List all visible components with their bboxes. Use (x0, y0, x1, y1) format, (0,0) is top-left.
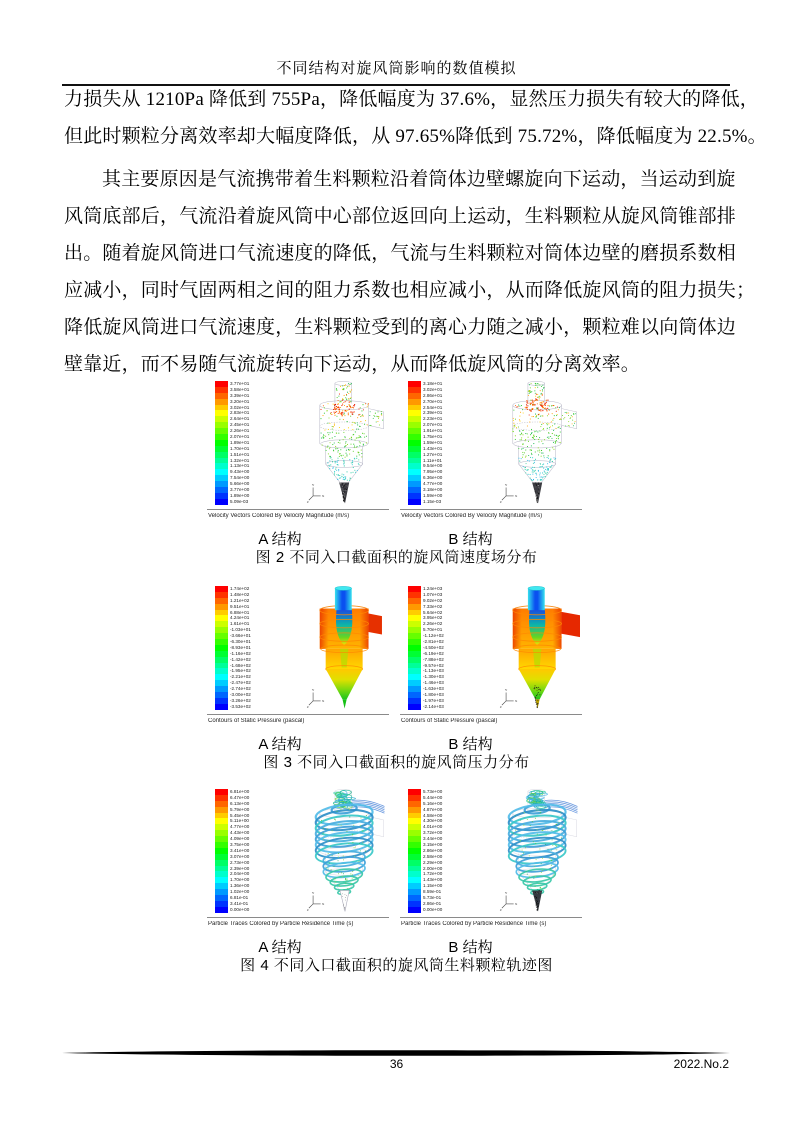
legend-row: 5.11e+00 (215, 818, 249, 824)
svg-text:Z: Z (306, 908, 309, 913)
legend-row: -1.97e+03 (408, 698, 444, 704)
legend-row: 9.54e+00 (408, 463, 442, 469)
legend-row: -1.95e+02 (215, 668, 251, 674)
fluent-caption: Particle Traces Colored by Particle Residence Time (s) (208, 921, 354, 927)
legend-row: 7.54e+00 (215, 475, 249, 481)
figure-4-subfigure-b (398, 786, 584, 934)
legend-row: 1.74e+02 (215, 586, 251, 592)
legend-row: 2.26e+01 (215, 428, 249, 434)
legend-row: 2.00e+00 (408, 866, 442, 872)
legend-row: 1.36e+00 (215, 883, 249, 889)
legend-row: 1.02e+00 (215, 889, 249, 895)
legend-row: -1.30e+03 (408, 674, 444, 680)
legend-row: -1.13e+03 (408, 668, 444, 674)
svg-text:Z: Z (306, 500, 309, 505)
legend-row: 1.70e+01 (215, 446, 249, 452)
figure-3 (0, 583, 793, 779)
paragraph-2 (64, 161, 756, 383)
legend-row: 0.00e+00 (215, 907, 249, 913)
legend-row: 1.70e+00 (215, 877, 249, 883)
fluent-caption: Particle Traces Colored by Particle Residence Time (s) (401, 921, 547, 927)
subfigure-divider (207, 714, 389, 715)
legend-row: 2.29e+00 (408, 860, 442, 866)
legend-row: 7.95e+00 (408, 469, 442, 475)
legend-row: 1.32e+01 (215, 458, 249, 464)
svg-text:X: X (321, 494, 325, 499)
legend-row: -3.26e+02 (215, 698, 251, 704)
legend-row: 1.15e-03 (408, 499, 442, 505)
legend-row: 6.36e+00 (408, 475, 442, 481)
legend-row: -1.42e+02 (215, 657, 251, 663)
running-head-title: 不同结构对旋风筒影响的数值模拟 (276, 61, 517, 77)
legend-row: 3.20e+01 (215, 399, 249, 405)
text-line: 降低旋风筒进口气流速度，生料颗粒受到的离心力随之减小，颗粒难以向筒体边 (64, 317, 737, 338)
legend-row: 3.95e+02 (408, 615, 444, 621)
legend-row: -2.21e+02 (215, 674, 251, 680)
subfigure-divider (400, 509, 582, 510)
legend-row: -6.30e+01 (215, 639, 251, 645)
legend-row: 4.09e+00 (215, 836, 249, 842)
legend-row: 9.02e+02 (408, 598, 444, 604)
figure-3-subfigure-b (398, 583, 584, 731)
subfigure-label-b: B 结构 (448, 736, 493, 753)
legend-row: 2.64e+01 (215, 416, 249, 422)
legend-row: 2.86e+01 (408, 393, 442, 399)
legend-row: 5.79e+00 (215, 807, 249, 813)
colorbar-legend (215, 381, 249, 505)
legend-row: -3.66e+01 (215, 633, 251, 639)
legend-row: 9.43e+00 (215, 469, 249, 475)
subfigure-labels (0, 733, 793, 751)
fluent-caption: Velocity Vectors Colored By Velocity Magnitude (m/s) (401, 513, 543, 519)
legend-row: 1.43e+01 (408, 446, 442, 452)
legend-row: 1.89e+01 (215, 440, 249, 446)
fluent-caption: Velocity Vectors Colored By Velocity Magnitude (m/s) (208, 513, 350, 519)
legend-row: 2.04e+00 (215, 871, 249, 877)
legend-row: 3.44e+00 (408, 836, 442, 842)
legend-row: 3.75e+00 (215, 842, 249, 848)
legend-row: 1.13e+01 (215, 463, 249, 469)
legend-row: 2.45e+01 (215, 422, 249, 428)
figure-2-subfigure-a (205, 378, 391, 526)
subfigure-divider (400, 714, 582, 715)
legend-row: 1.21e+02 (215, 598, 251, 604)
legend-row: 1.91e+01 (408, 428, 442, 434)
legend-row: 4.58e+00 (408, 813, 442, 819)
legend-row: -1.68e+02 (215, 663, 251, 669)
legend-row: -2.14e+03 (408, 704, 444, 710)
legend-row: 3.18e+01 (408, 381, 442, 387)
legend-row: 6.13e+00 (215, 801, 249, 807)
legend-row: 5.66e+00 (215, 481, 249, 487)
legend-row: 2.54e+01 (408, 405, 442, 411)
page-number: 36 (389, 1057, 404, 1071)
svg-text:Y: Y (504, 891, 508, 896)
figure-3-subfigure-a (205, 583, 391, 731)
legend-row: -3.53e+02 (215, 704, 251, 710)
figure-4-caption: 图 4 不同入口截面积的旋风筒生料颗粒轨迹图 (240, 957, 553, 974)
legend-row: 1.24e+03 (408, 586, 444, 592)
legend-row: 1.11e+01 (408, 458, 442, 464)
legend-row: 1.51e+01 (215, 452, 249, 458)
legend-row: -1.80e+03 (408, 692, 444, 698)
cfd-velocity-field-a-image (303, 378, 387, 508)
legend-row: 6.81e+00 (215, 789, 249, 795)
text-line: 应减小，同时气固两相之间的阻力系数也相应减小，从而降低旋风筒的阻力损失； (64, 280, 756, 301)
legend-row: 2.26e+02 (408, 621, 444, 627)
legend-row: 9.51e+01 (215, 604, 251, 610)
colorbar-legend (215, 586, 251, 710)
legend-row: 4.43e+00 (215, 830, 249, 836)
legend-row: 3.18e+00 (408, 487, 442, 493)
legend-row: 3.77e+01 (215, 381, 249, 387)
subfigure-label-b: B 结构 (448, 939, 493, 956)
subfigure-labels (0, 528, 793, 546)
legend-row: 4.24e+01 (215, 615, 251, 621)
legend-row: 5.45e+00 (215, 813, 249, 819)
subfigure-divider (207, 917, 389, 918)
text-line: 壁靠近，而不易随气流旋转向下运动，从而降低旋风筒的分离效率。 (64, 354, 641, 375)
legend-row: 2.39e+01 (408, 410, 442, 416)
svg-text:Y: Y (504, 483, 508, 488)
colorbar-legend (408, 586, 444, 710)
legend-row: 5.64e+02 (408, 610, 444, 616)
legend-row: 1.07e+03 (408, 592, 444, 598)
figure-4 (0, 786, 793, 982)
svg-text:X: X (514, 902, 518, 907)
issue-label: 2022.No.2 (673, 1057, 729, 1071)
legend-row: 1.43e+00 (408, 877, 442, 883)
legend-row: -6.19e+02 (408, 651, 444, 657)
subfigure-label-b: B 结构 (448, 531, 493, 548)
legend-row: 3.15e+00 (408, 842, 442, 848)
svg-text:Y: Y (311, 891, 315, 896)
colorbar-legend (408, 789, 442, 913)
cfd-particle-traces-b-image (496, 786, 580, 916)
legend-row: -4.50e+02 (408, 645, 444, 651)
cfd-pressure-contour-a-image (303, 583, 387, 713)
legend-row: 1.27e+01 (408, 452, 442, 458)
text-line: 出。随着旋风筒进口气流速度的降低，气流与生料颗粒对筒体边壁的磨损系数相 (64, 243, 737, 264)
legend-row: 2.58e+00 (408, 854, 442, 860)
legend-row: 2.39e+00 (215, 866, 249, 872)
legend-row: -1.46e+03 (408, 680, 444, 686)
legend-row: 1.59e+01 (408, 440, 442, 446)
cfd-particle-traces-a-image (303, 786, 387, 916)
legend-row: 0.00e+00 (408, 907, 442, 913)
legend-row: -1.63e+03 (408, 686, 444, 692)
svg-text:X: X (514, 699, 518, 704)
legend-row: 2.23e+01 (408, 416, 442, 422)
subfigure-label-a: A 结构 (258, 939, 302, 956)
legend-row: 2.86e-01 (408, 901, 442, 907)
fluent-caption: Contours of Static Pressure (pascal) (401, 718, 498, 724)
svg-text:X: X (321, 902, 325, 907)
text-line: 力损失从 1210Pa 降低到 755Pa，降低幅度为 37.6%，显然压力损失有较大的降低， (64, 89, 759, 110)
text-line: 其主要原因是气流携带着生料颗粒沿着筒体边壁螺旋向下运动，当运动到旋 (102, 169, 736, 190)
colorbar-legend (408, 381, 442, 505)
legend-row: 3.41e-01 (215, 901, 249, 907)
legend-row: 5.16e+00 (408, 801, 442, 807)
legend-row: -2.81e+02 (408, 639, 444, 645)
figure-2-subfigure-b (398, 378, 584, 526)
legend-row: 4.01e+00 (408, 824, 442, 830)
legend-row: 1.75e+01 (408, 434, 442, 440)
text-line: 风筒底部后，气流沿着旋风筒中心部位返回向上运动，生料颗粒从旋风筒锥部排 (64, 206, 737, 227)
legend-row: 8.59e-01 (408, 889, 442, 895)
legend-row: 2.73e+00 (215, 860, 249, 866)
figure-3-caption: 图 3 不同入口截面积的旋风筒压力分布 (263, 754, 530, 771)
svg-text:Y: Y (311, 688, 315, 693)
legend-row: 3.02e+01 (215, 405, 249, 411)
figure-4-subfigure-a (205, 786, 391, 934)
svg-text:Z: Z (499, 500, 502, 505)
svg-text:Y: Y (311, 483, 315, 488)
legend-row: 1.89e+00 (215, 493, 249, 499)
legend-row: 6.88e+01 (215, 610, 251, 616)
legend-row: 5.73e+00 (408, 789, 442, 795)
legend-row: 2.83e+01 (215, 410, 249, 416)
legend-row: 4.87e+00 (408, 807, 442, 813)
legend-row: 5.44e+00 (408, 795, 442, 801)
legend-row: 1.59e+00 (408, 493, 442, 499)
footer-divider (62, 1049, 730, 1057)
legend-row: 3.58e+01 (215, 387, 249, 393)
legend-row: 4.30e+00 (408, 818, 442, 824)
legend-row: 7.33e+02 (408, 604, 444, 610)
legend-row: 4.77e+00 (215, 824, 249, 830)
svg-text:Z: Z (499, 908, 502, 913)
legend-row: 4.77e+00 (408, 481, 442, 487)
cfd-velocity-field-b-image (496, 378, 580, 508)
legend-row: 2.07e+01 (215, 434, 249, 440)
legend-row: 6.81e-01 (215, 895, 249, 901)
paragraph-1 (64, 81, 767, 155)
svg-text:Y: Y (504, 688, 508, 693)
legend-row: -1.12e+02 (408, 633, 444, 639)
legend-row: 1.72e+00 (408, 871, 442, 877)
legend-row: -1.03e+01 (215, 627, 251, 633)
svg-text:X: X (514, 494, 518, 499)
legend-row: 1.48e+02 (215, 592, 251, 598)
legend-row: -9.57e+02 (408, 663, 444, 669)
legend-row: -3.00e+02 (215, 692, 251, 698)
legend-row: 5.09e-03 (215, 499, 249, 505)
legend-row: 6.47e+00 (215, 795, 249, 801)
legend-row: -7.88e+02 (408, 657, 444, 663)
legend-row: 2.07e+01 (408, 422, 442, 428)
legend-row: 3.07e+00 (215, 854, 249, 860)
legend-row: 3.39e+01 (215, 393, 249, 399)
svg-text:Z: Z (499, 705, 502, 710)
figure-2-caption: 图 2 不同入口截面积的旋风筒速度场分布 (255, 549, 538, 566)
legend-row: 3.77e+00 (215, 487, 249, 493)
subfigure-label-a: A 结构 (258, 736, 302, 753)
legend-row: 2.70e+01 (408, 399, 442, 405)
subfigure-divider (400, 917, 582, 918)
fluent-caption: Contours of Static Pressure (pascal) (208, 718, 305, 724)
legend-row: 3.72e+00 (408, 830, 442, 836)
cfd-pressure-contour-b-image (496, 583, 580, 713)
legend-row: 3.02e+01 (408, 387, 442, 393)
legend-row: 5.70e+01 (408, 627, 444, 633)
figure-2 (0, 378, 793, 574)
colorbar-legend (215, 789, 249, 913)
legend-row: -2.47e+02 (215, 680, 251, 686)
subfigure-divider (207, 509, 389, 510)
svg-text:X: X (321, 699, 325, 704)
legend-row: 5.73e-01 (408, 895, 442, 901)
legend-row: 1.61e+01 (215, 621, 251, 627)
legend-row: 3.41e+00 (215, 848, 249, 854)
text-line: 但此时颗粒分离效率却大幅度降低，从 97.65%降低到 75.72%，降低幅度为 22.5%。 (64, 126, 767, 147)
svg-text:Z: Z (306, 705, 309, 710)
subfigure-labels (0, 936, 793, 954)
legend-row: -8.93e+01 (215, 645, 251, 651)
legend-row: -1.16e+02 (215, 651, 251, 657)
legend-row: -2.74e+02 (215, 686, 251, 692)
legend-row: 1.15e+00 (408, 883, 442, 889)
subfigure-label-a: A 结构 (258, 531, 302, 548)
legend-row: 2.86e+00 (408, 848, 442, 854)
